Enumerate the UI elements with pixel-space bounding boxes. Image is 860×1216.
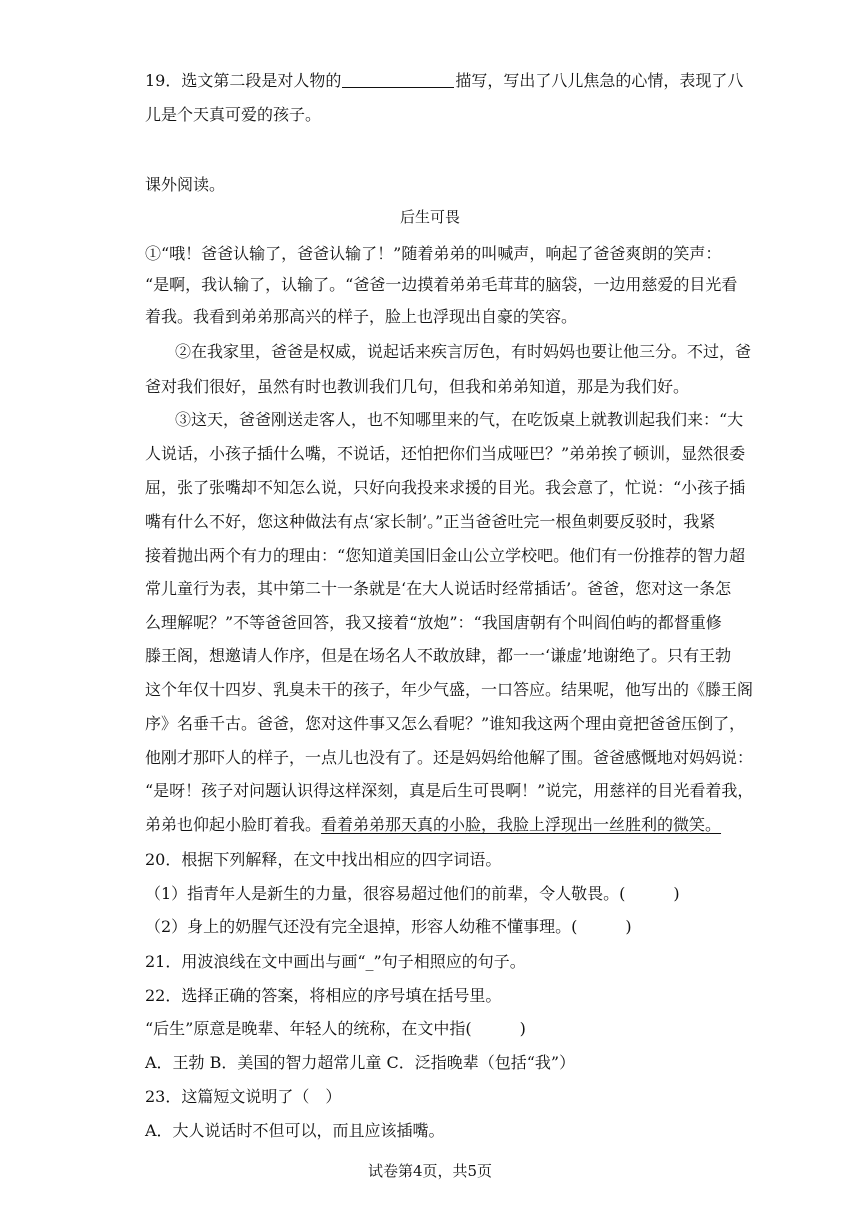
q23-option-a: A．大人说话时不但可以，而且应该插嘴。 <box>145 1121 445 1140</box>
q19-text-after: 描写，写出了八儿焦急的心情，表现了八 <box>455 71 744 90</box>
passage-line: 序》名垂千古。爸爸，您对这件事又怎么看呢？”谁知我这两个理由竟把爸爸压倒了， <box>145 714 746 733</box>
underlined-sentence: 看着弟弟那天真的小脸，我脸上浮现出一丝胜利的微笑。 <box>321 815 722 834</box>
q19-answer-blank[interactable] <box>342 71 454 88</box>
passage-line: 滕王阁，想邀请人作序，但是在场名人不敢放肆，都一一‘谦虚’地谢绝了。只有王勃 <box>145 646 732 665</box>
passage-line: 人说话，小孩子插什么嘴，不说话，还怕把你们当成哑巴？”弟弟挨了顿训，显然很委 <box>145 444 746 463</box>
q20-prompt: 20．根据下列解释，在文中找出相应的四字词语。 <box>145 850 502 869</box>
q19-line2: 儿是个天真可爱的孩子。 <box>145 105 322 124</box>
q20-2: （2）身上的奶腥气还没有完全退掉，形容人幼稚不懂事理。( ) <box>145 917 632 936</box>
q19-line1 <box>145 70 743 92</box>
passage-line: 常儿童行为表，其中第二十一条就是‘在大人说话时经常插话’。爸爸，您对这一条怎 <box>145 579 732 598</box>
q21-prompt: 21．用波浪线在文中画出与画“_”句子相照应的句子。 <box>145 952 526 971</box>
passage-line: ①“哦！爸爸认输了，爸爸认输了！”随着弟弟的叫喊声，响起了爸爸爽朗的笑声： <box>145 244 722 263</box>
passage-line: 屈，张了张嘴却不知怎么说，只好向我投来求援的目光。我会意了，忙说：“小孩子插 <box>145 478 746 497</box>
passage-line: ②在我家里，爸爸是权威，说起话来疾言厉色，有时妈妈也要让他三分。不过，爸 <box>175 342 752 361</box>
passage-line: 着我。我看到弟弟那高兴的样子，脸上也浮现出自豪的笑容。 <box>145 307 578 326</box>
q22-prompt: 22．选择正确的答案，将相应的序号填在括号里。 <box>145 986 502 1005</box>
passage-line: “是啊，我认输了，认输了。“爸爸一边摸着弟弟毛茸茸的脑袋，一边用慈爱的目光看 <box>145 275 738 294</box>
passage-last-plain: 弟弟也仰起小脸盯着我。 <box>145 815 322 834</box>
q22-stem: “后生”原意是晚辈、年轻人的统称，在文中指( ) <box>145 1019 526 1038</box>
passage-last-line <box>145 814 721 836</box>
q23-prompt: 23．这篇短文说明了（ ） <box>145 1087 342 1106</box>
passage-line: 接着抛出两个有力的理由：“您知道美国旧金山公立学校吧。他们有一份推荐的智力超 <box>145 546 746 565</box>
passage-line: 爸对我们很好，虽然有时也教训我们几句，但我和弟弟知道，那是为我们好。 <box>145 377 690 396</box>
passage-line: 他刚才那吓人的样子，一点儿也没有了。还是妈妈给他解了围。爸爸感慨地对妈妈说： <box>145 748 754 767</box>
section-heading: 课外阅读。 <box>145 175 226 194</box>
q19-text-before: 19．选文第二段是对人物的 <box>145 71 342 90</box>
passage-line: 么理解呢？”不等爸爸回答，我又接着“放炮”：“我国唐朝有个叫阎伯屿的都督重修 <box>145 613 722 632</box>
passage-title: 后生可畏 <box>399 208 460 226</box>
q22-options: A．王勃 B．美国的智力超常儿童 C．泛指晚辈（包括“我”） <box>145 1053 576 1072</box>
passage-line: “是呀！孩子对问题认识得这样深刻，真是后生可畏啊！”说完，用慈祥的目光看着我， <box>145 781 754 800</box>
passage-line: ③这天，爸爸刚送走客人，也不知哪里来的气，在吃饭桌上就教训起我们来：“大 <box>175 410 744 429</box>
q20-1: （1）指青年人是新生的力量，很容易超过他们的前辈，令人敬畏。( ) <box>145 884 680 903</box>
passage-line: 嘴有什么不好，您这种做法有点‘家长制’。”正当爸爸吐完一根鱼刺要反驳时，我紧 <box>145 512 716 531</box>
page-footer: 试卷第4页，共5页 <box>367 1162 493 1180</box>
passage-line: 这个年仅十四岁、乳臭未干的孩子，年少气盛，一口答应。结果呢，他写出的《滕王阁 <box>145 680 754 699</box>
